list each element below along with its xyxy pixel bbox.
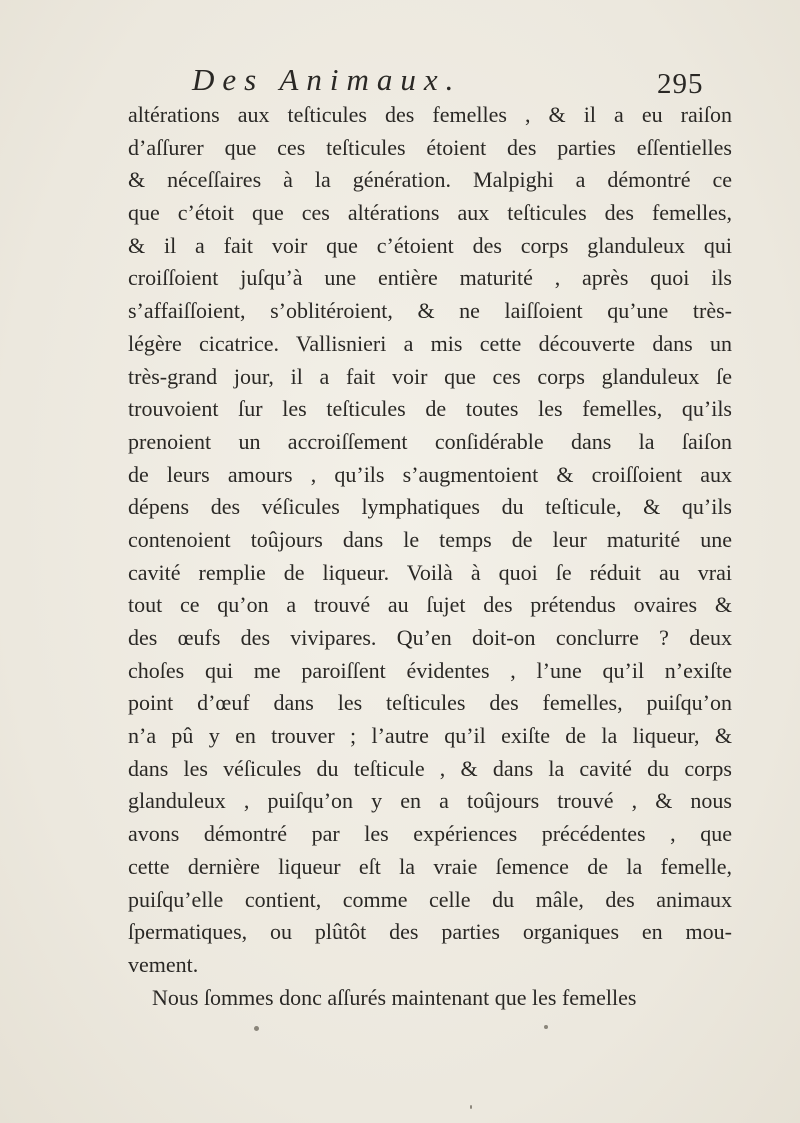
paper-speck (544, 1025, 548, 1029)
text-line: que c’étoit que ces altérations aux teſticules des femelles, (128, 200, 732, 226)
text-line: altérations aux teſticules des femelles , & il a eu raiſon (128, 102, 732, 127)
text-line: prenoient un accroiſſement conſidérable dans la ſaiſon (128, 428, 732, 454)
text-line: des œufs des vivipares. Qu’en doit-on conclurre ? deux (128, 625, 732, 650)
paper-speck (470, 1105, 472, 1109)
page-number: 295 (657, 68, 704, 100)
text-line: d’aſſurer que ces teſticules étoient des parties eſſentielles (128, 134, 732, 160)
paper-speck (254, 1026, 259, 1031)
text-line: Nous ſommes donc aſſurés maintenant que les femelles (152, 984, 637, 1010)
text-line: & il a fait voir que c’étoient des corps glanduleux qui (128, 232, 732, 258)
text-line: s’affaiſſoient, s’oblitéroient, & ne laiſſoient qu’une très- (128, 298, 732, 324)
text-line: n’a pû y en trouver ; l’autre qu’il exiſte de la liqueur, & (128, 723, 732, 749)
text-line: dans les véſicules du teſticule , & dans la cavité du corps (128, 755, 732, 781)
text-line: tout ce qu’on a trouvé au ſujet des prétendus ovaires & (128, 592, 732, 618)
text-line: choſes qui me paroiſſent évidentes , l’une qu’il n’exiſte (128, 657, 732, 683)
text-line: cette dernière liqueur eſt la vraie ſemence de la femelle, (128, 853, 732, 879)
body-text (128, 99, 732, 1014)
text-line: légère cicatrice. Vallisnieri a mis cette découverte dans un (128, 330, 732, 356)
text-line: puiſqu’elle contient, comme celle du mâle, des animaux (128, 886, 732, 912)
text-line: dépens des véſicules lymphatiques du teſticule, & qu’ils (128, 494, 732, 520)
text-line: avons démontré par les expériences précédentes , que (128, 821, 732, 847)
text-line: point d’œuf dans les teſticules des femelles, puiſqu’on (128, 690, 732, 716)
running-title: Des Animaux. (192, 62, 462, 97)
text-line: très-grand jour, il a fait voir que ces corps glanduleux ſe (128, 363, 732, 389)
text-line: ſpermatiques, ou plûtôt des parties organiques en mou- (128, 919, 732, 945)
text-line: trouvoient ſur les teſticules de toutes les femelles, qu’ils (128, 396, 732, 422)
text-line: cavité remplie de liqueur. Voilà à quoi ſe réduit au vrai (128, 559, 732, 585)
text-line: contenoient toûjours dans le temps de leur maturité une (128, 526, 732, 552)
text-line: vement. (128, 951, 199, 977)
text-line: croiſſoient juſqu’à une entière maturité , après quoi ils (128, 265, 732, 291)
running-head (0, 62, 800, 102)
text-line: & néceſſaires à la génération. Malpighi a démontré ce (128, 167, 732, 193)
text-line: glanduleux , puiſqu’on y en a toûjours trouvé , & nous (128, 788, 732, 814)
text-line: de leurs amours , qu’ils s’augmentoient & croiſſoient aux (128, 461, 732, 487)
